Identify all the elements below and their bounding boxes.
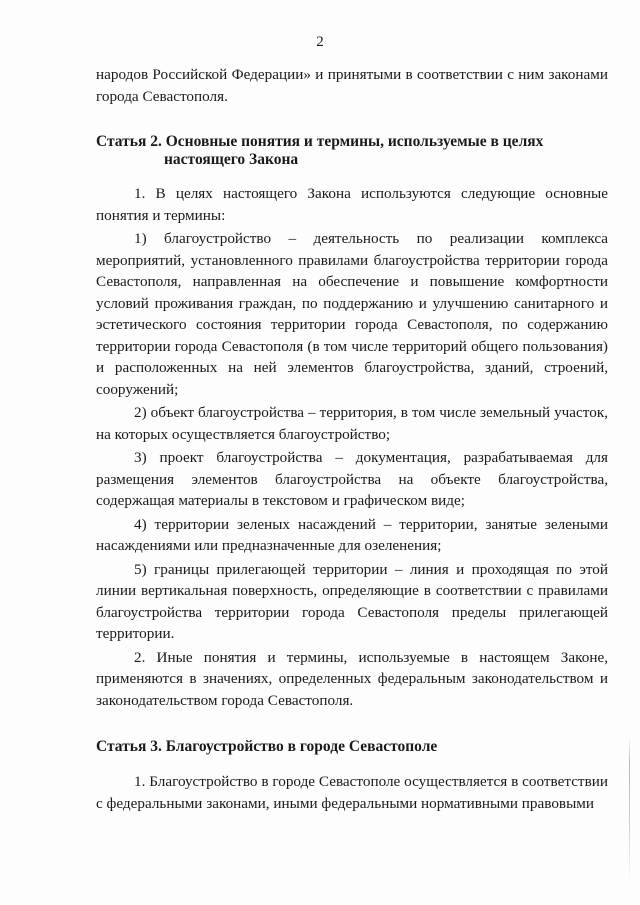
scan-edge-line bbox=[629, 735, 630, 885]
article-3-paragraph-1: 1. Благоустройство в городе Севастополе осуществляется в соответствии с федеральными законами, иными федеральными нормативными правовыми bbox=[96, 773, 608, 812]
article-2-item-3: 3) проект благоустройства – документация, разрабатываемая для размещения элементов благоустройства на объекте благоустройства, содержащая материалы в текстовом и графическом виде; bbox=[96, 449, 608, 509]
article-2-heading bbox=[96, 133, 608, 169]
article-2-heading-line2: настоящего Закона bbox=[164, 151, 299, 168]
article-2-item-4: 4) территории зеленых насаждений – территории, занятые зелеными насаждениями или предназначенные для озеленения; bbox=[96, 515, 608, 554]
article-3-heading: Статья 3. Благоустройство в городе Севастополе bbox=[96, 738, 438, 755]
continued-paragraph: народов Российской Федерации» и принятыми в соответствии с ним законами города Севастополя. bbox=[96, 66, 608, 105]
page-number: 2 bbox=[316, 34, 324, 50]
article-2-item-2: 2) объект благоустройства – территория, в том числе земельный участок, на которых осуществляется благоустройство; bbox=[96, 404, 608, 443]
article-2-paragraph-2: 2. Иные понятия и термины, используемые в настоящем Законе, применяются в значениях, определенных федеральным законодательством и законодательством города Севастополя. bbox=[96, 648, 608, 709]
article-2-item-5: 5) границы прилегающей территории – линия и проходящая по этой линии вертикальная поверхность, определяющие в соответствии с правилами благоустройства территории города Севастополя пределы прилегающей территории. bbox=[96, 560, 608, 642]
article-2-paragraph-1: 1. В целях настоящего Закона используются следующие основные понятия и термины: bbox=[96, 185, 608, 224]
article-2-item-1: 1) благоустройство – деятельность по реализации комплекса мероприятий, установленного правилами благоустройства территории города Севастополя, направленная на обеспечение и повышение комфортности условий проживания граждан, по поддержанию и улучшению санитарного и эстетического состояния территории города Севастополя, по содержанию территории города Севастополя (в том числе территорий общего пользования) и расположенных на ней элементов благоустройства, зданий, строений, сооружений; bbox=[96, 230, 608, 398]
document-body bbox=[96, 64, 608, 814]
article-2-heading-line1: Статья 2. Основные понятия и термины, используемые в целях bbox=[96, 133, 544, 150]
